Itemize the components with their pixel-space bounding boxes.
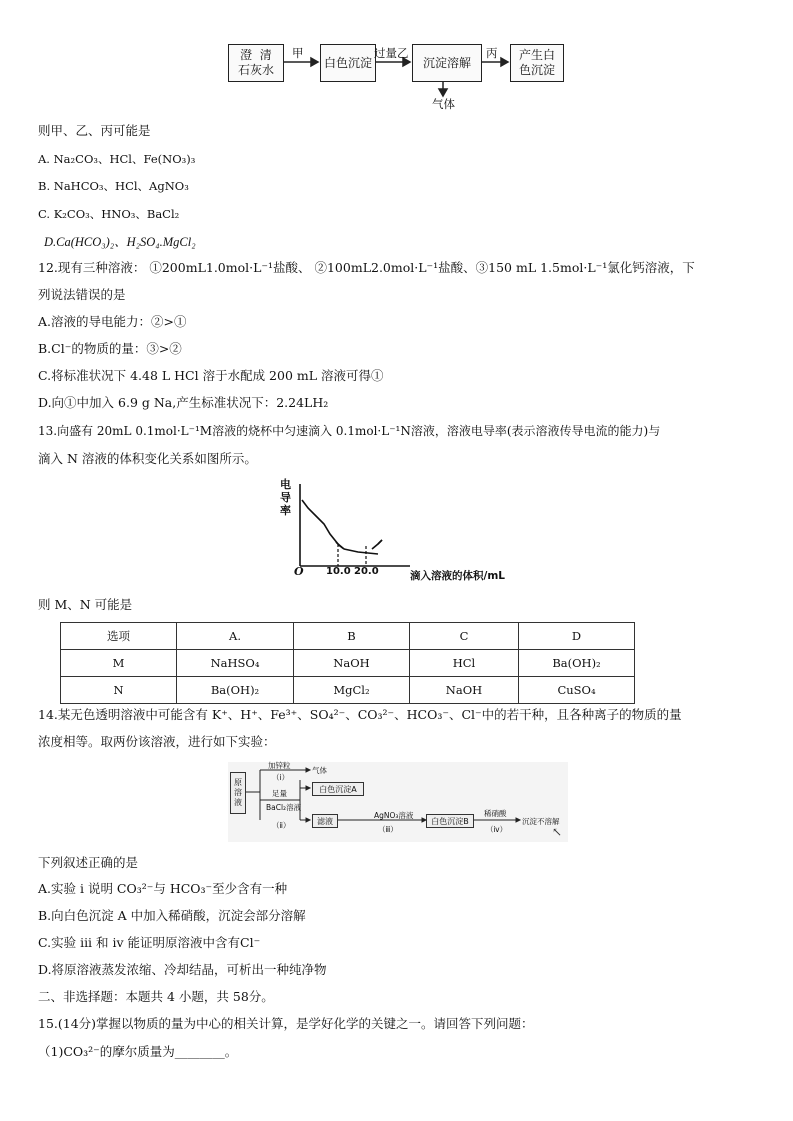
flow-box-precipitate-dissolves: 沉淀溶解 (412, 44, 482, 82)
flow-step2-label2: BaCl₂溶液 (266, 803, 302, 812)
flow-box-white-precipitate: 白色沉淀 (320, 44, 376, 82)
table-cell: Ba(OH)₂ (519, 650, 635, 677)
table-cell: C (410, 623, 519, 650)
q11-option-b: B. NaHCO₃、HCl、AgNO₃ (38, 179, 189, 193)
table-row (61, 650, 635, 677)
q14-ask: 下列叙述正确的是 (38, 855, 139, 870)
q14-option-b: B.向白色沉淀 A 中加入稀硝酸，沉淀会部分溶解 (38, 908, 306, 923)
graph-tick-20: 20.0 (354, 566, 379, 577)
flow-label-bing: 丙 (486, 46, 498, 60)
q13-options-table (60, 622, 635, 704)
q14-stem-line1: 14.某无色透明溶液中可能含有 K⁺、H⁺、Fe³⁺、SO₄²⁻、CO₃²⁻、HCO₃⁻、Cl⁻中的若干种，且各种离子的物质的量 (38, 707, 682, 722)
q11-stem: 则甲、乙、丙可能是 (38, 123, 151, 138)
flow-step1-number: （ⅰ） (272, 773, 290, 782)
mouse-cursor-icon: ↖ (552, 825, 563, 839)
table-cell: M (61, 650, 177, 677)
q13-stem-line2: 滴入 N 溶液的体积变化关系如图所示。 (38, 451, 257, 466)
flow-gas: 气体 (312, 766, 327, 775)
flow-box-filtrate: 滤液 (312, 814, 338, 828)
q11-option-c: C. K₂CO₃、HNO₃、BaCl₂ (38, 207, 180, 221)
part2-heading: 二、非选择题：本题共 4 小题，共 58分。 (38, 989, 274, 1004)
flow-label-yi: 过量乙 (374, 46, 409, 60)
flow-end-result: 沉淀不溶解 (522, 817, 560, 826)
flow-step2-number: （ⅱ） (272, 821, 291, 830)
graph-ylabel: 电 导 率 (280, 478, 291, 517)
graph-tick-10: 10.0 (326, 566, 351, 577)
flow-box-original-solution: 原 溶 液 (230, 772, 246, 814)
flow-step4-number: （ⅳ） (486, 825, 508, 834)
q13-conductivity-graph (282, 476, 522, 588)
q12-option-a: A.溶液的导电能力：②>① (38, 314, 187, 329)
q14-option-d: D.将原溶液蒸发浓缩、冷却结晶，可析出一种纯净物 (38, 962, 327, 977)
flow-box-white-precipitate-again: 产生白 色沉淀 (510, 44, 564, 82)
q12-option-c: C.将标准状况下 4.48 L HCl 溶于水配成 200 mL 溶液可得① (38, 368, 384, 383)
flow-step2-label1: 足量 (272, 789, 287, 798)
q12-option-d: D.向①中加入 6.9 g Na,产生标准状况下：2.24LH₂ (38, 395, 329, 410)
flow-label-gas: 气体 (432, 97, 455, 111)
q14-flow-diagram (228, 762, 568, 842)
table-row (61, 623, 635, 650)
q11-option-d: D.Ca(HCO₃)₂、H₂SO₄.MgCl₂ (44, 235, 196, 249)
table-cell: B (294, 623, 410, 650)
table-cell: D (519, 623, 635, 650)
flow-box-precipitate-b: 白色沉淀B (426, 814, 474, 828)
flow-step1-label: 加锌粒 (268, 761, 291, 770)
table-cell: N (61, 677, 177, 704)
flow-label-jia: 甲 (292, 46, 304, 60)
flow-box-limewater: 澄 清 石灰水 (228, 44, 284, 82)
q13-after-graph: 则 M、N 可能是 (38, 597, 133, 612)
q14-option-c: C.实验 iii 和 iv 能证明原溶液中含有Cl⁻ (38, 935, 261, 950)
flow-step3-number: （ⅲ） (378, 825, 398, 834)
table-cell: NaHSO₄ (177, 650, 294, 677)
q14-stem-line2: 浓度相等。取两份该溶液，进行如下实验： (38, 734, 276, 749)
q15-stem: 15.(14分)掌握以物质的量为中心的相关计算，是学好化学的关键之一。请回答下列问题： (38, 1016, 534, 1031)
table-row (61, 677, 635, 704)
graph-origin: O (294, 565, 304, 578)
flow-step4-label: 稀硝酸 (484, 809, 507, 818)
table-cell: HCl (410, 650, 519, 677)
table-cell: A. (177, 623, 294, 650)
flow-box-precipitate-a: 白色沉淀A (312, 782, 364, 796)
table-cell: NaOH (294, 650, 410, 677)
q12-option-b: B.Cl⁻的物质的量：③>② (38, 341, 182, 356)
q14-option-a: A.实验 i 说明 CO₃²⁻与 HCO₃⁻至少含有一种 (38, 881, 288, 896)
q12-stem-line2: 列说法错误的是 (38, 287, 126, 302)
q15-sub1: （1)CO₃²⁻的摩尔质量为________。 (38, 1044, 238, 1059)
table-cell: Ba(OH)₂ (177, 677, 294, 704)
q13-stem-line1: 13.向盛有 20mL 0.1mol·L⁻¹M溶液的烧杯中匀速滴入 0.1mol·L⁻¹N溶液，溶液电导率(表示溶液传导电流的能力)与 (38, 424, 661, 438)
table-cell: NaOH (410, 677, 519, 704)
table-cell: MgCl₂ (294, 677, 410, 704)
q11-option-a: A. Na₂CO₃、HCl、Fe(NO₃)₃ (38, 152, 196, 166)
flow-step3-label: AgNO₃溶液 (374, 811, 414, 820)
graph-xlabel: 滴入溶液的体积/mL (410, 570, 505, 582)
table-cell: CuSO₄ (519, 677, 635, 704)
q12-stem-line1: 12.现有三种溶液： ①200mL1.0mol·L⁻¹盐酸、 ②100mL2.0mol·L⁻¹盐酸、③150 mL 1.5mol·L⁻¹氯化钙溶液，下 (38, 260, 695, 275)
table-cell: 选项 (61, 623, 177, 650)
